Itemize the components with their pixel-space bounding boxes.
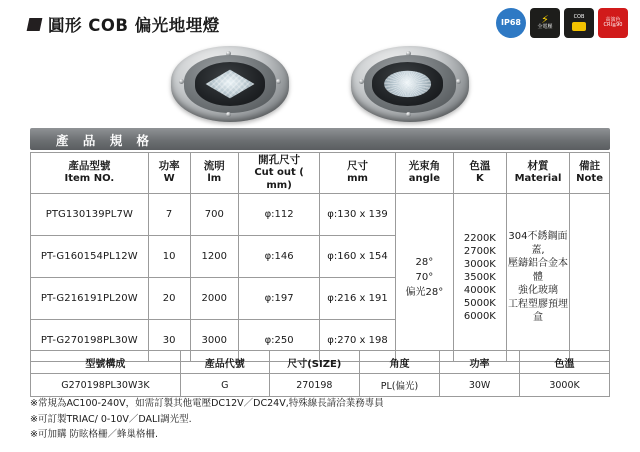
- col-header-power-zh: 功率: [158, 160, 180, 173]
- cell-lumen: 3000: [190, 320, 239, 362]
- code-header-angle: 角度: [359, 351, 439, 374]
- cob-chip-icon: [572, 22, 586, 31]
- screw-icon: [406, 51, 411, 56]
- lens: [205, 69, 256, 99]
- col-header-cct-en: K: [476, 173, 484, 185]
- lamp-body: [195, 62, 266, 106]
- cell-material: [506, 194, 569, 362]
- cri-badge-label-top: 高演色: [605, 16, 621, 23]
- code-header-product-code: 產品代號: [180, 351, 269, 374]
- cob-badge-label: COB: [573, 14, 585, 21]
- col-header-size-zh: 尺寸: [346, 160, 368, 173]
- col-header-note-en: Note: [576, 173, 603, 185]
- spec-heading-label: 產 品 規 格: [56, 133, 155, 148]
- col-header-model-zh: 產品型號: [68, 160, 111, 173]
- cell-cutout: φ:250: [239, 320, 320, 362]
- col-header-angle: [395, 153, 453, 194]
- ip-badge: [496, 8, 526, 38]
- product-photo-round-lens: [351, 46, 469, 122]
- text-line: 強化玻璃: [517, 285, 558, 297]
- cell-power: 30: [148, 320, 190, 362]
- code-value-structure: G270198PL30W3K: [31, 374, 181, 397]
- text-line: 4000K: [463, 285, 496, 297]
- cell-lumen: 2000: [190, 278, 239, 320]
- full-voltage-badge-label: 全電壓: [537, 24, 553, 31]
- cell-model: PTG130139PL7W: [31, 194, 149, 236]
- col-header-power: [148, 153, 190, 194]
- col-header-material-en: Material: [514, 173, 562, 185]
- screw-icon: [456, 79, 461, 84]
- cell-model: PT-G216191PL20W: [31, 278, 149, 320]
- cell-lumen: 1200: [190, 236, 239, 278]
- cell-size: φ:160 x 154: [320, 236, 396, 278]
- text-line: 偏光28°: [405, 287, 444, 299]
- ip-badge-label: IP68: [501, 17, 521, 27]
- col-header-note: [570, 153, 610, 194]
- lens: [382, 69, 433, 99]
- cri-badge: [598, 8, 628, 38]
- certification-badges: [496, 8, 628, 38]
- text-line: 5000K: [463, 298, 496, 310]
- table-body: [31, 194, 610, 362]
- text-line: 6000K: [463, 311, 496, 323]
- bolt-icon: ⚡: [541, 13, 549, 27]
- text-line: 28°: [415, 257, 434, 269]
- col-header-model-en: Item NO.: [64, 173, 115, 185]
- col-header-lumen-en: lm: [207, 173, 222, 185]
- product-photo-square-lens: [171, 46, 289, 122]
- col-header-angle-zh: 光束角: [408, 160, 441, 173]
- code-header-structure: 型號構成: [31, 351, 181, 374]
- cri-badge-label-bottom: CRI≧90: [603, 22, 623, 28]
- cell-model: PT-G270198PL30W: [31, 320, 149, 362]
- col-header-note-zh: 備註: [579, 160, 601, 173]
- code-header-power: 功率: [440, 351, 520, 374]
- cell-power: 20: [148, 278, 190, 320]
- code-header-size: 尺寸(SIZE): [269, 351, 359, 374]
- cell-size: φ:216 x 191: [320, 278, 396, 320]
- cell-model: PT-G160154PL12W: [31, 236, 149, 278]
- title-text: 圓形 COB 偏光地埋燈: [48, 16, 220, 35]
- code-header-cct: 色溫: [520, 351, 610, 374]
- screw-icon: [359, 79, 364, 84]
- product-photos: [0, 46, 640, 124]
- lamp-body: [372, 62, 443, 106]
- cell-note: [570, 194, 610, 362]
- code-value-angle: PL(偏光): [359, 374, 439, 397]
- text-line: 304不銹鋼面蓋,: [508, 231, 568, 256]
- col-header-size: [320, 153, 396, 194]
- text-line: 3000K: [463, 259, 496, 271]
- col-header-size-en: mm: [347, 173, 368, 185]
- col-header-cct: [453, 153, 506, 194]
- text-line: 工程塑膠預埋盒: [507, 298, 568, 324]
- text-line: 2200K: [463, 233, 496, 245]
- code-header-row: [31, 351, 610, 374]
- col-header-material: [506, 153, 569, 194]
- col-header-lumen-zh: 流明: [203, 160, 225, 173]
- cob-badge: [564, 8, 594, 38]
- text-line: 70°: [415, 272, 434, 284]
- cell-lumen: 700: [190, 194, 239, 236]
- screw-icon: [276, 79, 281, 84]
- cell-cutout: φ:197: [239, 278, 320, 320]
- page-title: [28, 12, 220, 36]
- code-value-size: 270198: [269, 374, 359, 397]
- text-line: 3500K: [463, 272, 496, 284]
- cell-size: φ:130 x 139: [320, 194, 396, 236]
- code-value-cct: 3000K: [520, 374, 610, 397]
- cell-angle: [395, 194, 453, 362]
- text-line: 壓鑄鋁合金本體: [507, 258, 568, 283]
- footnote-1: ※常規為AC100-240V，如需訂製其他電壓DC12V／DC24V,特殊線長請洽業務專員: [30, 398, 384, 409]
- footnote-3: ※可加購 防眩格柵／蜂巢格柵.: [30, 429, 158, 441]
- screw-icon: [406, 112, 411, 117]
- table-header-row: [31, 153, 610, 194]
- spec-heading-bar: [30, 128, 610, 150]
- footnote-2: ※可訂製TRIAC/ 0-10V／DALI調光型.: [30, 413, 192, 425]
- col-header-cutout-zh: 開孔尺寸: [258, 154, 301, 166]
- col-header-model: [31, 153, 149, 194]
- screw-icon: [179, 79, 184, 84]
- spec-table: [30, 152, 610, 362]
- col-header-lumen: [190, 153, 239, 194]
- footnotes: [30, 396, 384, 443]
- col-header-cct-zh: 色溫: [469, 160, 491, 173]
- col-header-cutout: [239, 153, 320, 194]
- col-header-material-zh: 材質: [527, 160, 549, 173]
- col-header-angle-en: angle: [408, 173, 441, 185]
- cell-cutout: φ:112: [239, 194, 320, 236]
- cell-power: 7: [148, 194, 190, 236]
- table-row: [31, 194, 610, 236]
- screw-icon: [226, 112, 231, 117]
- code-value-power: 30W: [440, 374, 520, 397]
- cell-size: φ:270 x 198: [320, 320, 396, 362]
- model-code-table: [30, 350, 610, 397]
- cell-power: 10: [148, 236, 190, 278]
- col-header-power-en: W: [163, 173, 175, 185]
- code-value-row: [31, 374, 610, 397]
- title-bullet-icon: [27, 18, 43, 31]
- cell-cutout: φ:146: [239, 236, 320, 278]
- cell-cct: [453, 194, 506, 362]
- col-header-cutout-en: Cut out ( mm): [254, 167, 304, 191]
- screw-icon: [226, 51, 231, 56]
- full-voltage-badge: [530, 8, 560, 38]
- text-line: 2700K: [463, 246, 496, 258]
- code-value-product-code: G: [180, 374, 269, 397]
